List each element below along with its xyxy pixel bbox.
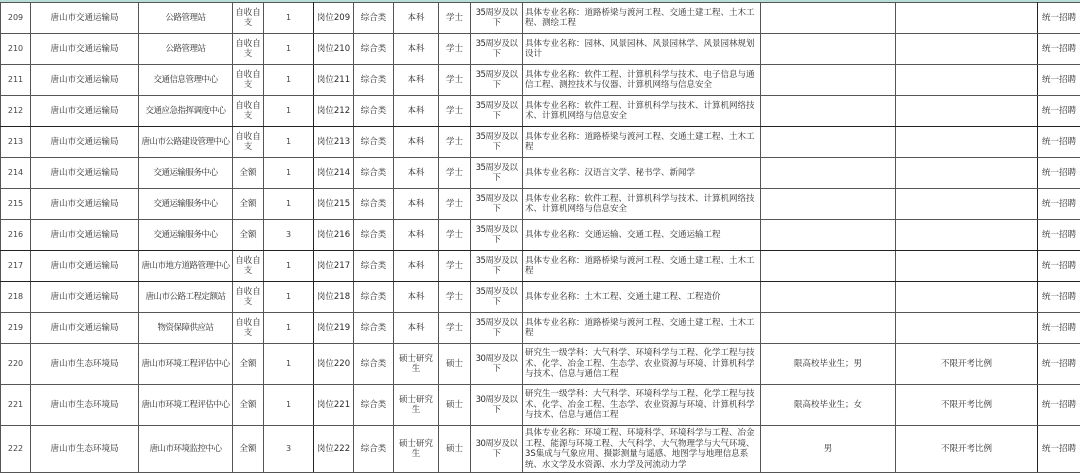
cell-serial-number[interactable]: 210 <box>1 34 31 65</box>
cell-headcount[interactable]: 1 <box>264 313 314 344</box>
cell-post-category[interactable]: 综合类 <box>354 385 394 426</box>
cell-department[interactable]: 唐山市交通运输局 <box>31 96 139 127</box>
cell-degree[interactable]: 学士 <box>439 282 471 313</box>
cell-serial-number[interactable]: 217 <box>1 251 31 282</box>
cell-serial-number[interactable]: 213 <box>1 127 31 158</box>
cell-other-conditions[interactable] <box>761 34 896 65</box>
table-row <box>1 282 1080 313</box>
cell-degree[interactable]: 硕士 <box>439 426 471 473</box>
cell-headcount[interactable]: 1 <box>264 385 314 426</box>
cell-education[interactable]: 本科 <box>394 96 439 127</box>
cell-headcount[interactable]: 1 <box>264 189 314 220</box>
table-row <box>1 385 1080 426</box>
cell-headcount[interactable]: 1 <box>264 3 314 34</box>
cell-department[interactable]: 唐山市交通运输局 <box>31 282 139 313</box>
cell-age-limit[interactable]: 30周岁及以下 <box>471 426 523 473</box>
cell-exam-ratio[interactable] <box>896 220 1038 251</box>
cell-degree[interactable]: 学士 <box>439 96 471 127</box>
cell-degree[interactable]: 学士 <box>439 34 471 65</box>
cell-exam-ratio[interactable] <box>896 65 1038 96</box>
cell-major-requirement[interactable]: 具体专业名称：软件工程、计算机科学与技术、电子信息与通信工程、测控技术与仪器、计算机网络与信息安全 <box>523 65 761 96</box>
cell-funding-type[interactable]: 全额 <box>233 385 264 426</box>
table-row <box>1 426 1080 473</box>
cell-age-limit[interactable]: 30周岁及以下 <box>471 344 523 385</box>
cell-major-requirement[interactable]: 具体专业名称：交通运输、交通工程、交通运输工程 <box>523 220 761 251</box>
cell-funding-type[interactable]: 自收自支 <box>233 313 264 344</box>
cell-post-code[interactable]: 岗位219 <box>314 313 354 344</box>
cell-major-requirement[interactable]: 具体专业名称：道路桥梁与渡河工程、交通土建工程、土木工程 <box>523 313 761 344</box>
cell-funding-type[interactable]: 自收自支 <box>233 127 264 158</box>
cell-funding-type[interactable]: 自收自支 <box>233 282 264 313</box>
cell-major-requirement[interactable]: 具体专业名称：道路桥梁与渡河工程、交通土建工程、土木工程、测绘工程 <box>523 3 761 34</box>
cell-post-code[interactable]: 岗位216 <box>314 220 354 251</box>
table-row <box>1 158 1080 189</box>
cell-exam-ratio[interactable]: 不限开考比例 <box>896 344 1038 385</box>
cell-headcount[interactable]: 1 <box>264 158 314 189</box>
cell-unit[interactable]: 物资保障供应站 <box>139 313 233 344</box>
cell-education[interactable]: 本科 <box>394 313 439 344</box>
cell-degree[interactable]: 硕士 <box>439 385 471 426</box>
cell-unit[interactable]: 公路管理站 <box>139 34 233 65</box>
cell-department[interactable]: 唐山市生态环境局 <box>31 385 139 426</box>
cell-major-requirement[interactable]: 研究生一级学科：大气科学、环境科学与工程、化学工程与技术、化学、冶金工程、生态学、农业资源与环境、计算机科学与技术、信息与通信工程 <box>523 344 761 385</box>
cell-major-requirement[interactable]: 具体专业名称：环境工程、环境科学、环境科学与工程、冶金工程、能源与环境工程、大气科学、大气物理学与大气环境、3S集成与气象应用、摄影测量与遥感、地图学与地理信息系统、水文学及水资源、水力学及河流动力学 <box>523 426 761 473</box>
cell-education[interactable]: 本科 <box>394 127 439 158</box>
cell-post-category[interactable]: 综合类 <box>354 158 394 189</box>
cell-funding-type[interactable]: 自收自支 <box>233 3 264 34</box>
cell-funding-type[interactable]: 自收自支 <box>233 65 264 96</box>
cell-education[interactable]: 本科 <box>394 220 439 251</box>
cell-funding-type[interactable]: 自收自支 <box>233 34 264 65</box>
cell-exam-ratio[interactable] <box>896 96 1038 127</box>
cell-post-code[interactable]: 岗位211 <box>314 65 354 96</box>
cell-serial-number[interactable]: 216 <box>1 220 31 251</box>
cell-funding-type[interactable]: 全额 <box>233 189 264 220</box>
cell-recruitment-method[interactable]: 统一招聘 <box>1038 313 1080 344</box>
table-row <box>1 189 1080 220</box>
cell-recruitment-method[interactable]: 统一招聘 <box>1038 189 1080 220</box>
cell-other-conditions[interactable] <box>761 220 896 251</box>
cell-education[interactable]: 硕士研究生 <box>394 344 439 385</box>
cell-exam-ratio[interactable] <box>896 158 1038 189</box>
cell-other-conditions[interactable] <box>761 158 896 189</box>
cell-exam-ratio[interactable] <box>896 34 1038 65</box>
cell-exam-ratio[interactable] <box>896 251 1038 282</box>
cell-post-category[interactable]: 综合类 <box>354 189 394 220</box>
cell-degree[interactable]: 学士 <box>439 220 471 251</box>
cell-headcount[interactable]: 1 <box>264 282 314 313</box>
cell-education[interactable]: 本科 <box>394 3 439 34</box>
cell-headcount[interactable]: 1 <box>264 65 314 96</box>
cell-headcount[interactable]: 1 <box>264 127 314 158</box>
cell-degree[interactable]: 学士 <box>439 189 471 220</box>
cell-major-requirement[interactable]: 具体专业名称：土木工程、交通土建工程、工程造价 <box>523 282 761 313</box>
cell-post-code[interactable]: 岗位222 <box>314 426 354 473</box>
cell-funding-type[interactable]: 自收自支 <box>233 251 264 282</box>
cell-recruitment-method[interactable]: 统一招聘 <box>1038 3 1080 34</box>
cell-age-limit[interactable]: 35周岁及以下 <box>471 220 523 251</box>
cell-post-code[interactable]: 岗位217 <box>314 251 354 282</box>
cell-education[interactable]: 本科 <box>394 251 439 282</box>
cell-department[interactable]: 唐山市生态环境局 <box>31 344 139 385</box>
cell-other-conditions[interactable] <box>761 65 896 96</box>
cell-education[interactable]: 本科 <box>394 189 439 220</box>
cell-funding-type[interactable]: 全额 <box>233 158 264 189</box>
cell-recruitment-method[interactable]: 统一招聘 <box>1038 127 1080 158</box>
cell-funding-type[interactable]: 全额 <box>233 426 264 473</box>
cell-other-conditions[interactable] <box>761 189 896 220</box>
cell-unit[interactable]: 唐山市地方道路管理中心 <box>139 251 233 282</box>
cell-recruitment-method[interactable]: 统一招聘 <box>1038 385 1080 426</box>
cell-post-category[interactable]: 综合类 <box>354 96 394 127</box>
cell-headcount[interactable]: 1 <box>264 251 314 282</box>
cell-other-conditions[interactable] <box>761 127 896 158</box>
cell-recruitment-method[interactable]: 统一招聘 <box>1038 426 1080 473</box>
cell-post-category[interactable]: 综合类 <box>354 3 394 34</box>
cell-serial-number[interactable]: 221 <box>1 385 31 426</box>
cell-major-requirement[interactable]: 具体专业名称：汉语言文学、秘书学、新闻学 <box>523 158 761 189</box>
cell-exam-ratio[interactable] <box>896 127 1038 158</box>
cell-unit[interactable]: 唐山市环境工程评估中心 <box>139 344 233 385</box>
cell-department[interactable]: 唐山市交通运输局 <box>31 220 139 251</box>
cell-post-code[interactable]: 岗位218 <box>314 282 354 313</box>
cell-degree[interactable]: 学士 <box>439 158 471 189</box>
cell-serial-number[interactable]: 219 <box>1 313 31 344</box>
cell-post-category[interactable]: 综合类 <box>354 282 394 313</box>
cell-post-category[interactable]: 综合类 <box>354 220 394 251</box>
cell-post-category[interactable]: 综合类 <box>354 65 394 96</box>
cell-recruitment-method[interactable]: 统一招聘 <box>1038 251 1080 282</box>
cell-serial-number[interactable]: 218 <box>1 282 31 313</box>
cell-post-category[interactable]: 综合类 <box>354 34 394 65</box>
cell-department[interactable]: 唐山市交通运输局 <box>31 313 139 344</box>
cell-unit[interactable]: 交通运输服务中心 <box>139 189 233 220</box>
cell-age-limit[interactable]: 35周岁及以下 <box>471 251 523 282</box>
cell-degree[interactable]: 学士 <box>439 3 471 34</box>
cell-age-limit[interactable]: 35周岁及以下 <box>471 282 523 313</box>
cell-age-limit[interactable]: 35周岁及以下 <box>471 65 523 96</box>
cell-post-code[interactable]: 岗位215 <box>314 189 354 220</box>
cell-major-requirement[interactable]: 具体专业名称：园林、风景园林、风景园林学、风景园林规划设计 <box>523 34 761 65</box>
table-row <box>1 96 1080 127</box>
cell-headcount[interactable]: 3 <box>264 426 314 473</box>
cell-department[interactable]: 唐山市交通运输局 <box>31 189 139 220</box>
cell-unit[interactable]: 唐山市公路建设管理中心 <box>139 127 233 158</box>
cell-age-limit[interactable]: 35周岁及以下 <box>471 96 523 127</box>
cell-post-category[interactable]: 综合类 <box>354 251 394 282</box>
cell-major-requirement[interactable]: 具体专业名称：软件工程、计算机科学与技术、计算机网络技术、计算机网络与信息安全 <box>523 189 761 220</box>
cell-other-conditions[interactable]: 男 <box>761 426 896 473</box>
cell-unit[interactable]: 唐山市公路工程定额站 <box>139 282 233 313</box>
cell-post-category[interactable]: 综合类 <box>354 344 394 385</box>
cell-post-code[interactable]: 岗位210 <box>314 34 354 65</box>
cell-department[interactable]: 唐山市生态环境局 <box>31 426 139 473</box>
cell-other-conditions[interactable] <box>761 282 896 313</box>
cell-recruitment-method[interactable]: 统一招聘 <box>1038 96 1080 127</box>
cell-headcount[interactable]: 3 <box>264 220 314 251</box>
cell-education[interactable]: 本科 <box>394 158 439 189</box>
cell-age-limit[interactable]: 35周岁及以下 <box>471 158 523 189</box>
cell-degree[interactable]: 学士 <box>439 251 471 282</box>
cell-exam-ratio[interactable] <box>896 313 1038 344</box>
cell-age-limit[interactable]: 35周岁及以下 <box>471 127 523 158</box>
cell-education[interactable]: 本科 <box>394 34 439 65</box>
cell-serial-number[interactable]: 209 <box>1 3 31 34</box>
table-row <box>1 344 1080 385</box>
cell-major-requirement[interactable]: 研究生一级学科：大气科学、环境科学与工程、化学工程与技术、化学、冶金工程、生态学、农业资源与环境、计算机科学与技术、信息与通信工程 <box>523 385 761 426</box>
cell-degree[interactable]: 学士 <box>439 65 471 96</box>
cell-other-conditions[interactable] <box>761 3 896 34</box>
recruitment-table <box>0 2 1080 473</box>
cell-education[interactable]: 硕士研究生 <box>394 385 439 426</box>
cell-recruitment-method[interactable]: 统一招聘 <box>1038 158 1080 189</box>
cell-major-requirement[interactable]: 具体专业名称：软件工程、计算机科学与技术、计算机网络技术、计算机网络与信息安全 <box>523 96 761 127</box>
cell-other-conditions[interactable]: 限高校毕业生；女 <box>761 385 896 426</box>
cell-unit[interactable]: 公路管理站 <box>139 3 233 34</box>
cell-post-code[interactable]: 岗位209 <box>314 3 354 34</box>
cell-recruitment-method[interactable]: 统一招聘 <box>1038 65 1080 96</box>
cell-post-category[interactable]: 综合类 <box>354 313 394 344</box>
cell-exam-ratio[interactable] <box>896 189 1038 220</box>
cell-funding-type[interactable]: 自收自支 <box>233 96 264 127</box>
cell-other-conditions[interactable] <box>761 313 896 344</box>
cell-exam-ratio[interactable]: 不限开考比例 <box>896 385 1038 426</box>
cell-funding-type[interactable]: 全额 <box>233 344 264 385</box>
cell-degree[interactable]: 学士 <box>439 127 471 158</box>
table-row <box>1 313 1080 344</box>
cell-serial-number[interactable]: 214 <box>1 158 31 189</box>
cell-department[interactable]: 唐山市交通运输局 <box>31 127 139 158</box>
cell-major-requirement[interactable]: 具体专业名称：道路桥梁与渡河工程、交通土建工程、土木工程 <box>523 127 761 158</box>
cell-other-conditions[interactable] <box>761 251 896 282</box>
cell-post-code[interactable]: 岗位214 <box>314 158 354 189</box>
cell-age-limit[interactable]: 30周岁及以下 <box>471 385 523 426</box>
cell-other-conditions[interactable]: 限高校毕业生；男 <box>761 344 896 385</box>
cell-unit[interactable]: 交通信息管理中心 <box>139 65 233 96</box>
cell-education[interactable]: 本科 <box>394 65 439 96</box>
cell-headcount[interactable]: 1 <box>264 96 314 127</box>
cell-unit[interactable]: 唐山市环境工程评估中心 <box>139 385 233 426</box>
cell-education[interactable]: 本科 <box>394 282 439 313</box>
cell-serial-number[interactable]: 215 <box>1 189 31 220</box>
cell-recruitment-method[interactable]: 统一招聘 <box>1038 220 1080 251</box>
cell-other-conditions[interactable] <box>761 96 896 127</box>
cell-exam-ratio[interactable] <box>896 3 1038 34</box>
cell-serial-number[interactable]: 222 <box>1 426 31 473</box>
cell-post-category[interactable]: 综合类 <box>354 127 394 158</box>
cell-post-code[interactable]: 岗位212 <box>314 96 354 127</box>
cell-unit[interactable]: 唐山市环境监控中心 <box>139 426 233 473</box>
cell-serial-number[interactable]: 211 <box>1 65 31 96</box>
cell-degree[interactable]: 学士 <box>439 313 471 344</box>
cell-degree[interactable]: 硕士 <box>439 344 471 385</box>
table-row <box>1 127 1080 158</box>
cell-recruitment-method[interactable]: 统一招聘 <box>1038 34 1080 65</box>
cell-recruitment-method[interactable]: 统一招聘 <box>1038 282 1080 313</box>
cell-education[interactable]: 硕士研究生 <box>394 426 439 473</box>
cell-recruitment-method[interactable]: 统一招聘 <box>1038 344 1080 385</box>
cell-post-code[interactable]: 岗位213 <box>314 127 354 158</box>
cell-major-requirement[interactable]: 具体专业名称：道路桥梁与渡河工程、交通土建工程、土木工程 <box>523 251 761 282</box>
table-row <box>1 251 1080 282</box>
cell-age-limit[interactable]: 35周岁及以下 <box>471 189 523 220</box>
table-row <box>1 3 1080 34</box>
cell-unit[interactable]: 交通应急指挥调度中心 <box>139 96 233 127</box>
cell-unit[interactable]: 交通运输服务中心 <box>139 158 233 189</box>
cell-age-limit[interactable]: 35周岁及以下 <box>471 3 523 34</box>
cell-age-limit[interactable]: 35周岁及以下 <box>471 313 523 344</box>
cell-exam-ratio[interactable]: 不限开考比例 <box>896 426 1038 473</box>
cell-age-limit[interactable]: 35周岁及以下 <box>471 34 523 65</box>
cell-headcount[interactable]: 1 <box>264 344 314 385</box>
cell-serial-number[interactable]: 220 <box>1 344 31 385</box>
cell-funding-type[interactable]: 全额 <box>233 220 264 251</box>
cell-post-code[interactable]: 岗位221 <box>314 385 354 426</box>
table-row <box>1 65 1080 96</box>
table-row <box>1 220 1080 251</box>
cell-exam-ratio[interactable] <box>896 282 1038 313</box>
cell-department[interactable]: 唐山市交通运输局 <box>31 3 139 34</box>
cell-department[interactable]: 唐山市交通运输局 <box>31 65 139 96</box>
cell-unit[interactable]: 交通运输服务中心 <box>139 220 233 251</box>
cell-serial-number[interactable]: 212 <box>1 96 31 127</box>
cell-post-category[interactable]: 综合类 <box>354 426 394 473</box>
cell-headcount[interactable]: 1 <box>264 34 314 65</box>
table-row <box>1 34 1080 65</box>
cell-department[interactable]: 唐山市交通运输局 <box>31 251 139 282</box>
cell-department[interactable]: 唐山市交通运输局 <box>31 34 139 65</box>
cell-post-code[interactable]: 岗位220 <box>314 344 354 385</box>
cell-department[interactable]: 唐山市交通运输局 <box>31 158 139 189</box>
